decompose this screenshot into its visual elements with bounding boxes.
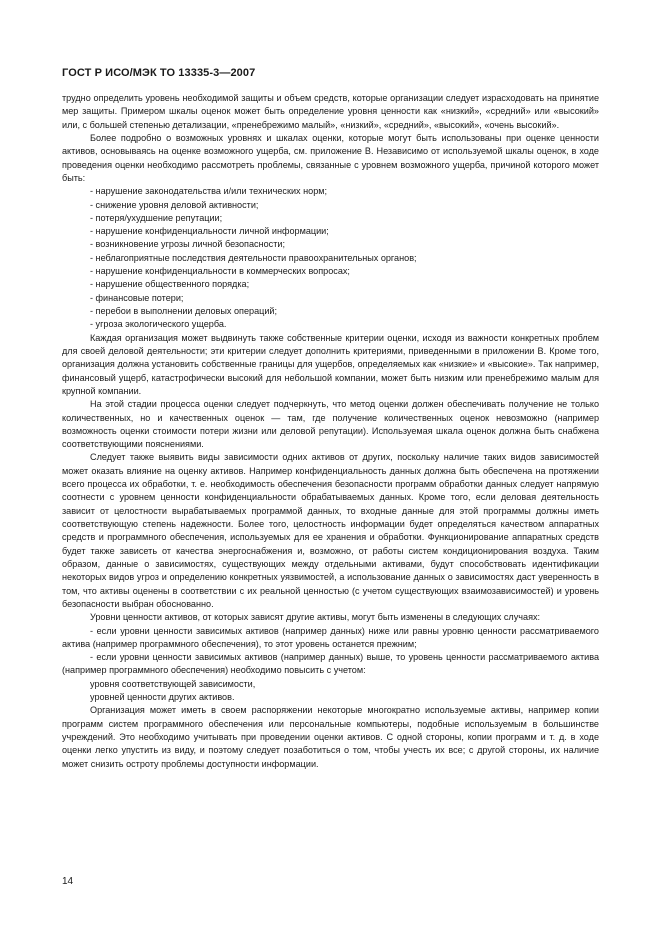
list-item: уровней ценности других активов. bbox=[90, 692, 235, 703]
list-item: - возникновение угрозы личной безопасности; bbox=[90, 239, 285, 250]
paragraph: - если уровни ценности зависимых активов (например данных) ниже или равны уровню ценности рассматриваемого актива (например программного обеспечения), то этот уровень останется прежним; bbox=[62, 625, 599, 649]
list-item: - перебои в выполнении деловых операций; bbox=[90, 306, 278, 316]
page-number: 14 bbox=[62, 876, 74, 887]
list-item: - неблагоприятные последствия деятельности правоохранительных органов; bbox=[90, 252, 417, 263]
paragraph: Уровни ценности активов, от которых зависят другие активы, могут быть изменены в следующих случаях: bbox=[90, 612, 541, 623]
paragraph: Организация может иметь в своем распоряжении некоторые многократно используемые активы, например копии программ систем программного обеспечения или персональные компьютеры, подобные используемым в большинстве учреждений. Это необходимо учитывать при проведении оценки активов. С одной стороны, копии программ и т. д. в ходе оценки легко упустить из виду, и поэтому следует позаботиться о том, чтобы учесть их все; с другой стороны, их наличие может снизить остроту проблемы доступности информации. bbox=[62, 705, 599, 769]
list-item: - потеря/ухудшение репутации; bbox=[90, 212, 223, 223]
list-item: - нарушение конфиденциальности личной информации; bbox=[90, 226, 329, 237]
paragraph: трудно определить уровень необходимой защиты и объем средств, которые организации следует израсходовать на принятие мер защиты. Примером шкалы оценок может быть определение уровня ценности как «низкий», «средний» или «высокий» или, с большей степенью детализации, «пренебрежимо малый», «низкий», «средний», «высокий», «очень высокий». bbox=[62, 93, 599, 130]
paragraph: На этой стадии процесса оценки следует подчеркнуть, что метод оценки должен обеспечивать получение не только количественных, но и качественных оценок — там, где получение количественных оценок невозможно (например возможность оценки стоимости потери жизни или деловой репутации). Используемая шкала оценок должна быть снабжена соответствующими пояснениями. bbox=[62, 399, 599, 450]
paragraph: Следует также выявить виды зависимости одних активов от других, поскольку наличие таких видов зависимостей может оказать влияние на оценку активов. Например конфиденциальность данных должна быть обеспечена на протяжении всего процесса их обработки, т. е. необходимость обеспечения безопасности программ обработки данных следует напрямую соотнести с уровнем ценности конфиденциальности обрабатываемых данных. Кроме того, если деловая деятельность зависит от целостности вырабатываемых программой данных, то входные данные для этой программы должны иметь соответствующую степень надежности. Более того, целостность информации будет определяться качеством аппаратных средств и программного обеспечения, используемых для ее хранения и обработки. Функционирование аппаратных средств будет также зависеть от качества энергоснабжения и, возможно, от работы систем кондиционирования воздуха. Таким образом, данные о зависимостях, существующих между отдельными активами, будут способствовать идентификации некоторых видов угроз и определению конкретных уязвимостей, а использование данных о зависимостях даст уверенность в том, что активы оценены в соответствии с их реальной ценностью (с учетом существующих взаимозависимостей) и уровень безопасности выбран обоснованно. bbox=[62, 452, 599, 609]
list-item: - финансовые потери; bbox=[90, 292, 184, 303]
list-item: - нарушение законодательства и/или технических норм; bbox=[90, 186, 328, 197]
list-item: - нарушение общественного порядка; bbox=[90, 279, 250, 290]
list-item: - нарушение конфиденциальности в коммерческих вопросах; bbox=[90, 266, 350, 277]
paragraph: Более подробно о возможных уровнях и шкалах оценки, которые могут быть использованы при оценке ценности активов, основываясь на оценке возможного ущерба, см. приложение В. Независимо от используемой шкалы оценок, в ходе проведения оценки необходимо рассмотреть проблемы, связанные с уровнем возможного ущерба, причиной которого может быть: bbox=[62, 132, 599, 183]
document-body bbox=[62, 92, 599, 771]
paragraph: Каждая организация может выдвинуть также собственные критерии оценки, исходя из важности конкретных проблем для своей деловой деятельности; эти критерии следует дополнить критериями, приведенными в приложении В. Кроме того, организация должна установить собственные границы для ущербов, определяемых как «низкие» и «высокие». Так например, финансовый ущерб, катастрофически высокий для небольшой компании, может быть низким или пренебрежимо малым для крупной компании. bbox=[62, 332, 599, 396]
paragraph: - если уровни ценности зависимых активов (например данных) выше, то уровень ценности рассматриваемого актива (например программного обеспечения) необходимо повысить с учетом: bbox=[62, 652, 599, 676]
list-item: уровня соответствующей зависимости, bbox=[90, 678, 256, 689]
list-item: - угроза экологического ущерба. bbox=[90, 319, 227, 330]
document-header: ГОСТ Р ИСО/МЭК ТО 13335-3—2007 bbox=[62, 67, 256, 79]
list-item: - снижение уровня деловой активности; bbox=[90, 199, 259, 210]
